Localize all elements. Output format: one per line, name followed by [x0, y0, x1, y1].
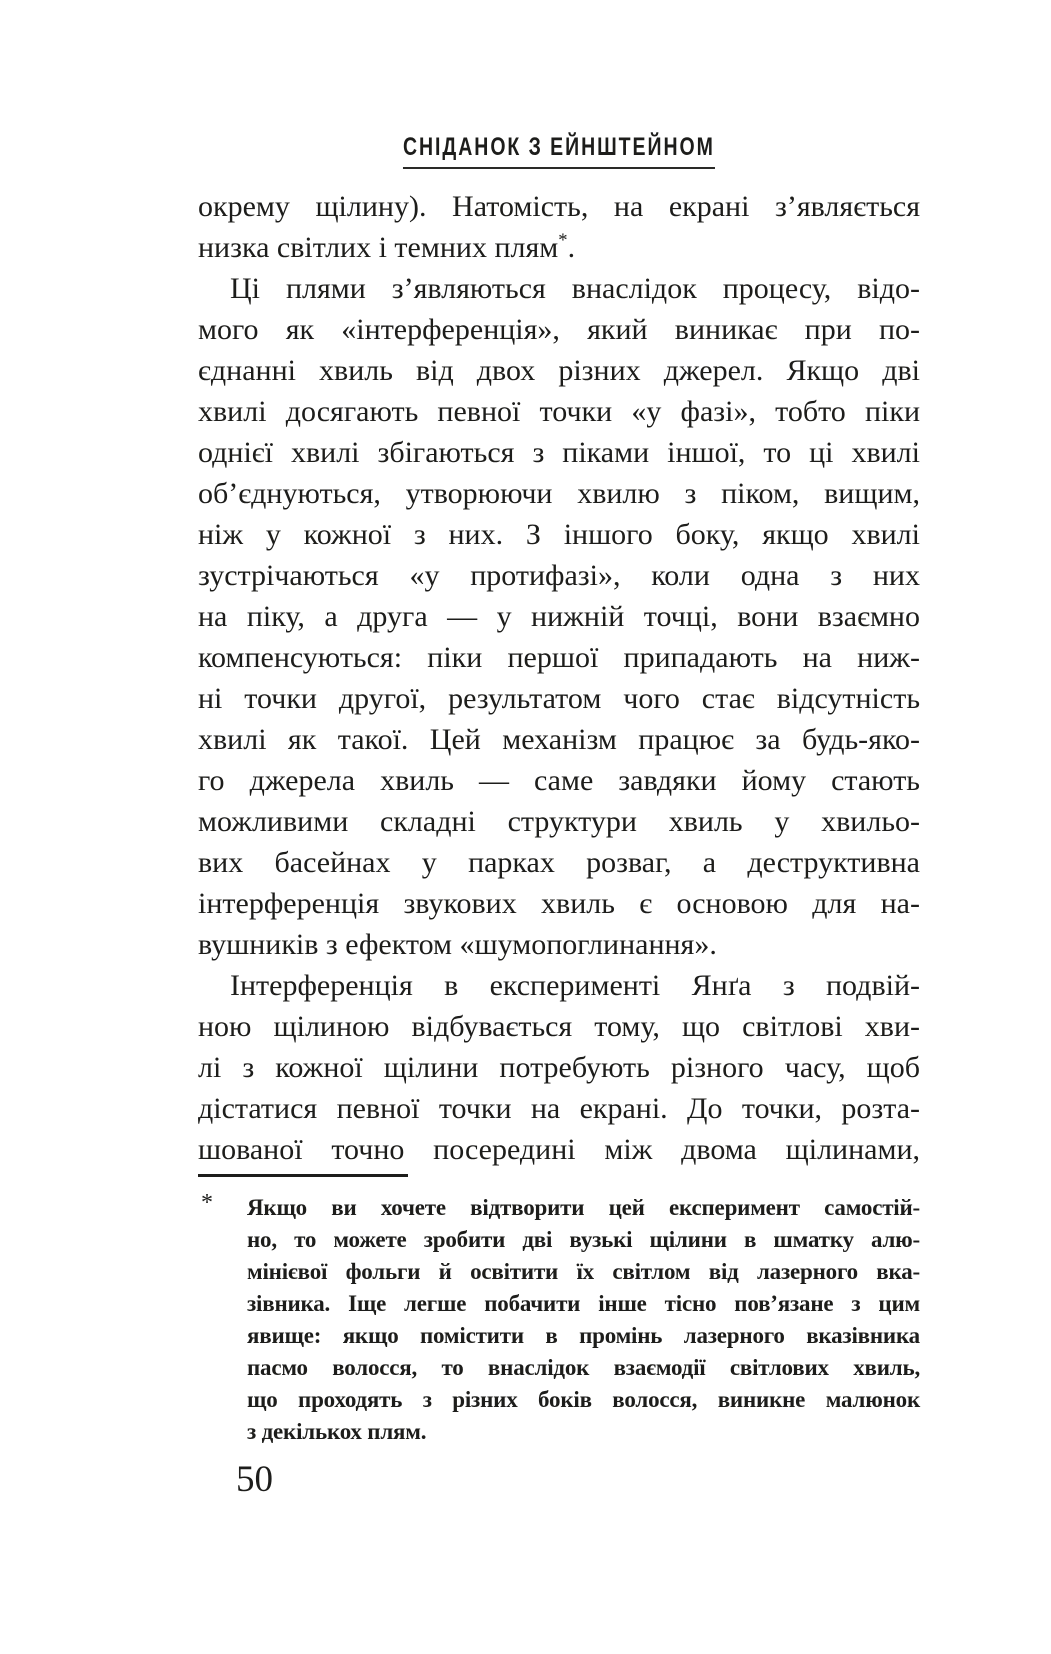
text-line: на піку, а друга — у нижній точці, вони взаємно: [198, 600, 920, 633]
text-line: ні точки другої, результатом чого стає відсутність: [198, 682, 920, 715]
text-line: ніж у кожної з них. З іншого боку, якщо хвилі: [198, 518, 920, 551]
text-line: ною щілиною відбувається тому, що світлові хви-: [198, 1010, 920, 1043]
footnote-marker: *: [201, 1190, 213, 1216]
footnote-line: явище: якщо помістити в промінь лазерного вказівника: [247, 1323, 920, 1348]
footnote-reference-asterisk: *: [558, 230, 568, 251]
text-line: вих басейнах у парках розваг, а деструктивна: [198, 846, 920, 879]
text-line: можливими складні структури хвиль у хвильо-: [198, 805, 920, 838]
text-line: лі з кожної щілини потребують різного часу, щоб: [198, 1051, 920, 1084]
footnote-text: [247, 1192, 920, 1448]
text-line: компенсуються: піки першої припадають на ниж-: [198, 641, 920, 674]
footnote-rule: [198, 1174, 408, 1177]
footnote: [198, 1192, 920, 1448]
footnote-line: мінієвої фольги й освітити їх світлом від лазерного вка-: [247, 1259, 920, 1284]
text-line: об’єднуються, утворюючи хвилю з піком, вищим,: [198, 477, 920, 510]
footnote-line: зівника. Іще легше побачити інше тісно пов’язане з цим: [247, 1291, 920, 1316]
text-line: зустрічаються «у протифазі», коли одна з них: [198, 559, 920, 592]
text-line: дістатися певної точки на екрані. До точки, розта-: [198, 1092, 920, 1125]
footnote-line: що проходять з різних боків волосся, виникне малюнок: [247, 1387, 920, 1412]
text-line: хвилі досягають певної точки «у фазі», тобто піки: [198, 395, 920, 428]
text-line: інтерференція звукових хвиль є основою для на-: [198, 887, 920, 920]
text-line: хвилі як такої. Цей механізм працює за будь-яко-: [198, 723, 920, 756]
running-head: [198, 133, 920, 169]
text-line: єднанні хвиль від двох різних джерел. Якщо дві: [198, 354, 920, 387]
text-line: низка світлих і темних плям*.: [198, 230, 576, 264]
text-line: окрему щілину). Натомість, на екрані з’являється: [198, 190, 920, 223]
chapter-title: СНІДАНОК З ЕЙНШТЕЙНОМ: [403, 133, 715, 169]
footnote-line: но, то можете зробити дві вузькі щілини в шматку алю-: [247, 1227, 920, 1252]
body-text: [198, 186, 920, 1170]
text-line: вушників з ефектом «шумопоглинання».: [198, 928, 717, 961]
text-line: однієї хвилі збігаються з піками іншої, то ці хвилі: [198, 436, 920, 469]
text-line: Інтерференція в експерименті Янґа з подвій-: [230, 969, 920, 1002]
text-line: мого як «інтерференція», який виникає при по-: [198, 313, 920, 346]
page-number: 50: [236, 1459, 273, 1500]
footnote-line: пасмо волосся, то внаслідок взаємодії світлових хвиль,: [247, 1355, 920, 1380]
text-line: Ці плями з’являються внаслідок процесу, відо-: [230, 272, 920, 305]
footnote-line: Якщо ви хочете відтворити цей експеримент самостій-: [247, 1195, 920, 1220]
text-line: го джерела хвиль — саме завдяки йому стають: [198, 764, 920, 797]
text-line: шованої точно посередині між двома щілинами,: [198, 1133, 920, 1166]
footnote-line: з декількох плям.: [247, 1419, 427, 1444]
